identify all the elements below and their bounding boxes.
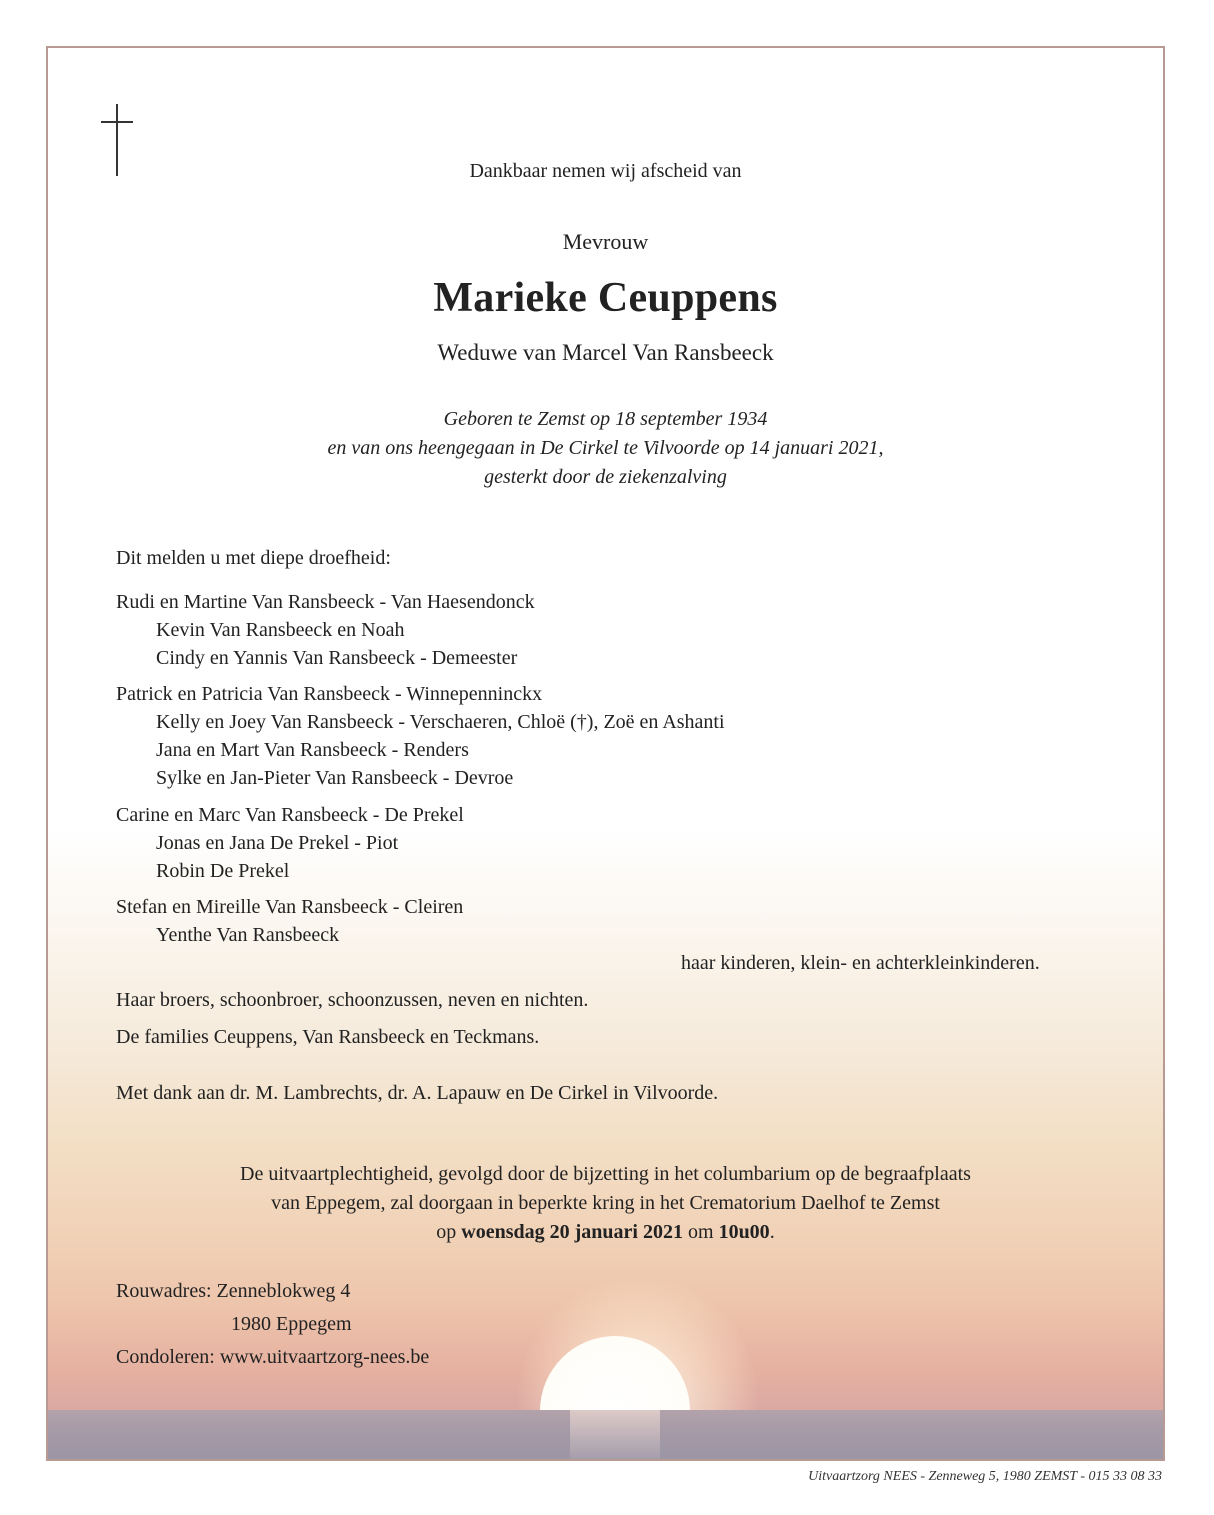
funeral-mid: om	[683, 1221, 719, 1243]
cross-horizontal-bar	[101, 121, 133, 123]
funeral-line-2: van Eppegem, zal doorgaan in beperkte kring in het Crematorium Daelhof te Zemst	[271, 1192, 940, 1214]
family-member: Rudi en Martine Van Ransbeeck - Van Haesendonck	[116, 591, 535, 613]
family-member: Stefan en Mireille Van Ransbeeck - Cleiren	[116, 896, 464, 918]
family-member: Patrick en Patricia Van Ransbeeck - Winnepenninckx	[116, 683, 543, 705]
families-line: De families Ceuppens, Van Ransbeeck en Teckmans.	[116, 1026, 540, 1048]
family-member: Cindy en Yannis Van Ransbeeck - Demeester	[156, 647, 518, 669]
condolences-line: Condoleren: www.uitvaartzorg-nees.be	[116, 1346, 430, 1368]
death-line: en van ons heengegaan in De Cirkel te Vilvoorde op 14 januari 2021,	[327, 437, 884, 459]
born-line: Geboren te Zemst op 18 september 1934	[443, 408, 768, 430]
funeral-info	[48, 1160, 1163, 1247]
intro-text: Dankbaar nemen wij afscheid van	[469, 160, 742, 182]
obituary-card	[46, 46, 1165, 1461]
sun-reflection	[570, 1410, 660, 1461]
family-member: Jonas en Jana De Prekel - Piot	[156, 832, 399, 854]
funeral-home-footer: Uitvaartzorg NEES - Zenneweg 5, 1980 ZEMST - 015 33 08 33	[808, 1469, 1162, 1484]
mourning-address: Rouwadres: Zenneblokweg 4	[116, 1280, 351, 1302]
family-member: Sylke en Jan-Pieter Van Ransbeeck - Devroe	[156, 767, 514, 789]
birth-death-info	[48, 405, 1163, 492]
widow-of: Weduwe van Marcel Van Ransbeeck	[437, 340, 774, 365]
salutation: Mevrouw	[562, 229, 649, 254]
children-summary: haar kinderen, klein- en achterkleinkinderen.	[681, 952, 1040, 974]
family-member: Yenthe Van Ransbeeck	[156, 924, 340, 946]
relatives-line: Haar broers, schoonbroer, schoonzussen, neven en nichten.	[116, 989, 589, 1011]
family-member: Carine en Marc Van Ransbeeck - De Prekel	[116, 804, 464, 826]
announcement: Dit melden u met diepe droefheid:	[116, 547, 391, 569]
thanks-line: Met dank aan dr. M. Lambrechts, dr. A. Lapauw en De Cirkel in Vilvoorde.	[116, 1082, 719, 1104]
family-member: Robin De Prekel	[156, 860, 290, 882]
funeral-pre-date: op	[436, 1221, 462, 1243]
mourning-city: 1980 Eppegem	[231, 1313, 352, 1335]
funeral-date: woensdag 20 januari 2021	[461, 1221, 683, 1243]
family-member: Kelly en Joey Van Ransbeeck - Verschaeren, Chloë (†), Zoë en Ashanti	[156, 711, 725, 733]
funeral-line-1: De uitvaartplechtigheid, gevolgd door de bijzetting in het columbarium op de begraafplaats	[240, 1163, 971, 1185]
funeral-end: .	[769, 1221, 775, 1243]
funeral-time: 10u00	[718, 1221, 770, 1243]
family-member: Jana en Mart Van Ransbeeck - Renders	[156, 739, 469, 761]
funeral-line-3	[48, 1218, 1163, 1247]
family-member: Kevin Van Ransbeeck en Noah	[156, 619, 405, 641]
deceased-name: Marieke Ceuppens	[433, 275, 778, 321]
sacrament-line: gesterkt door de ziekenzalving	[484, 466, 727, 488]
